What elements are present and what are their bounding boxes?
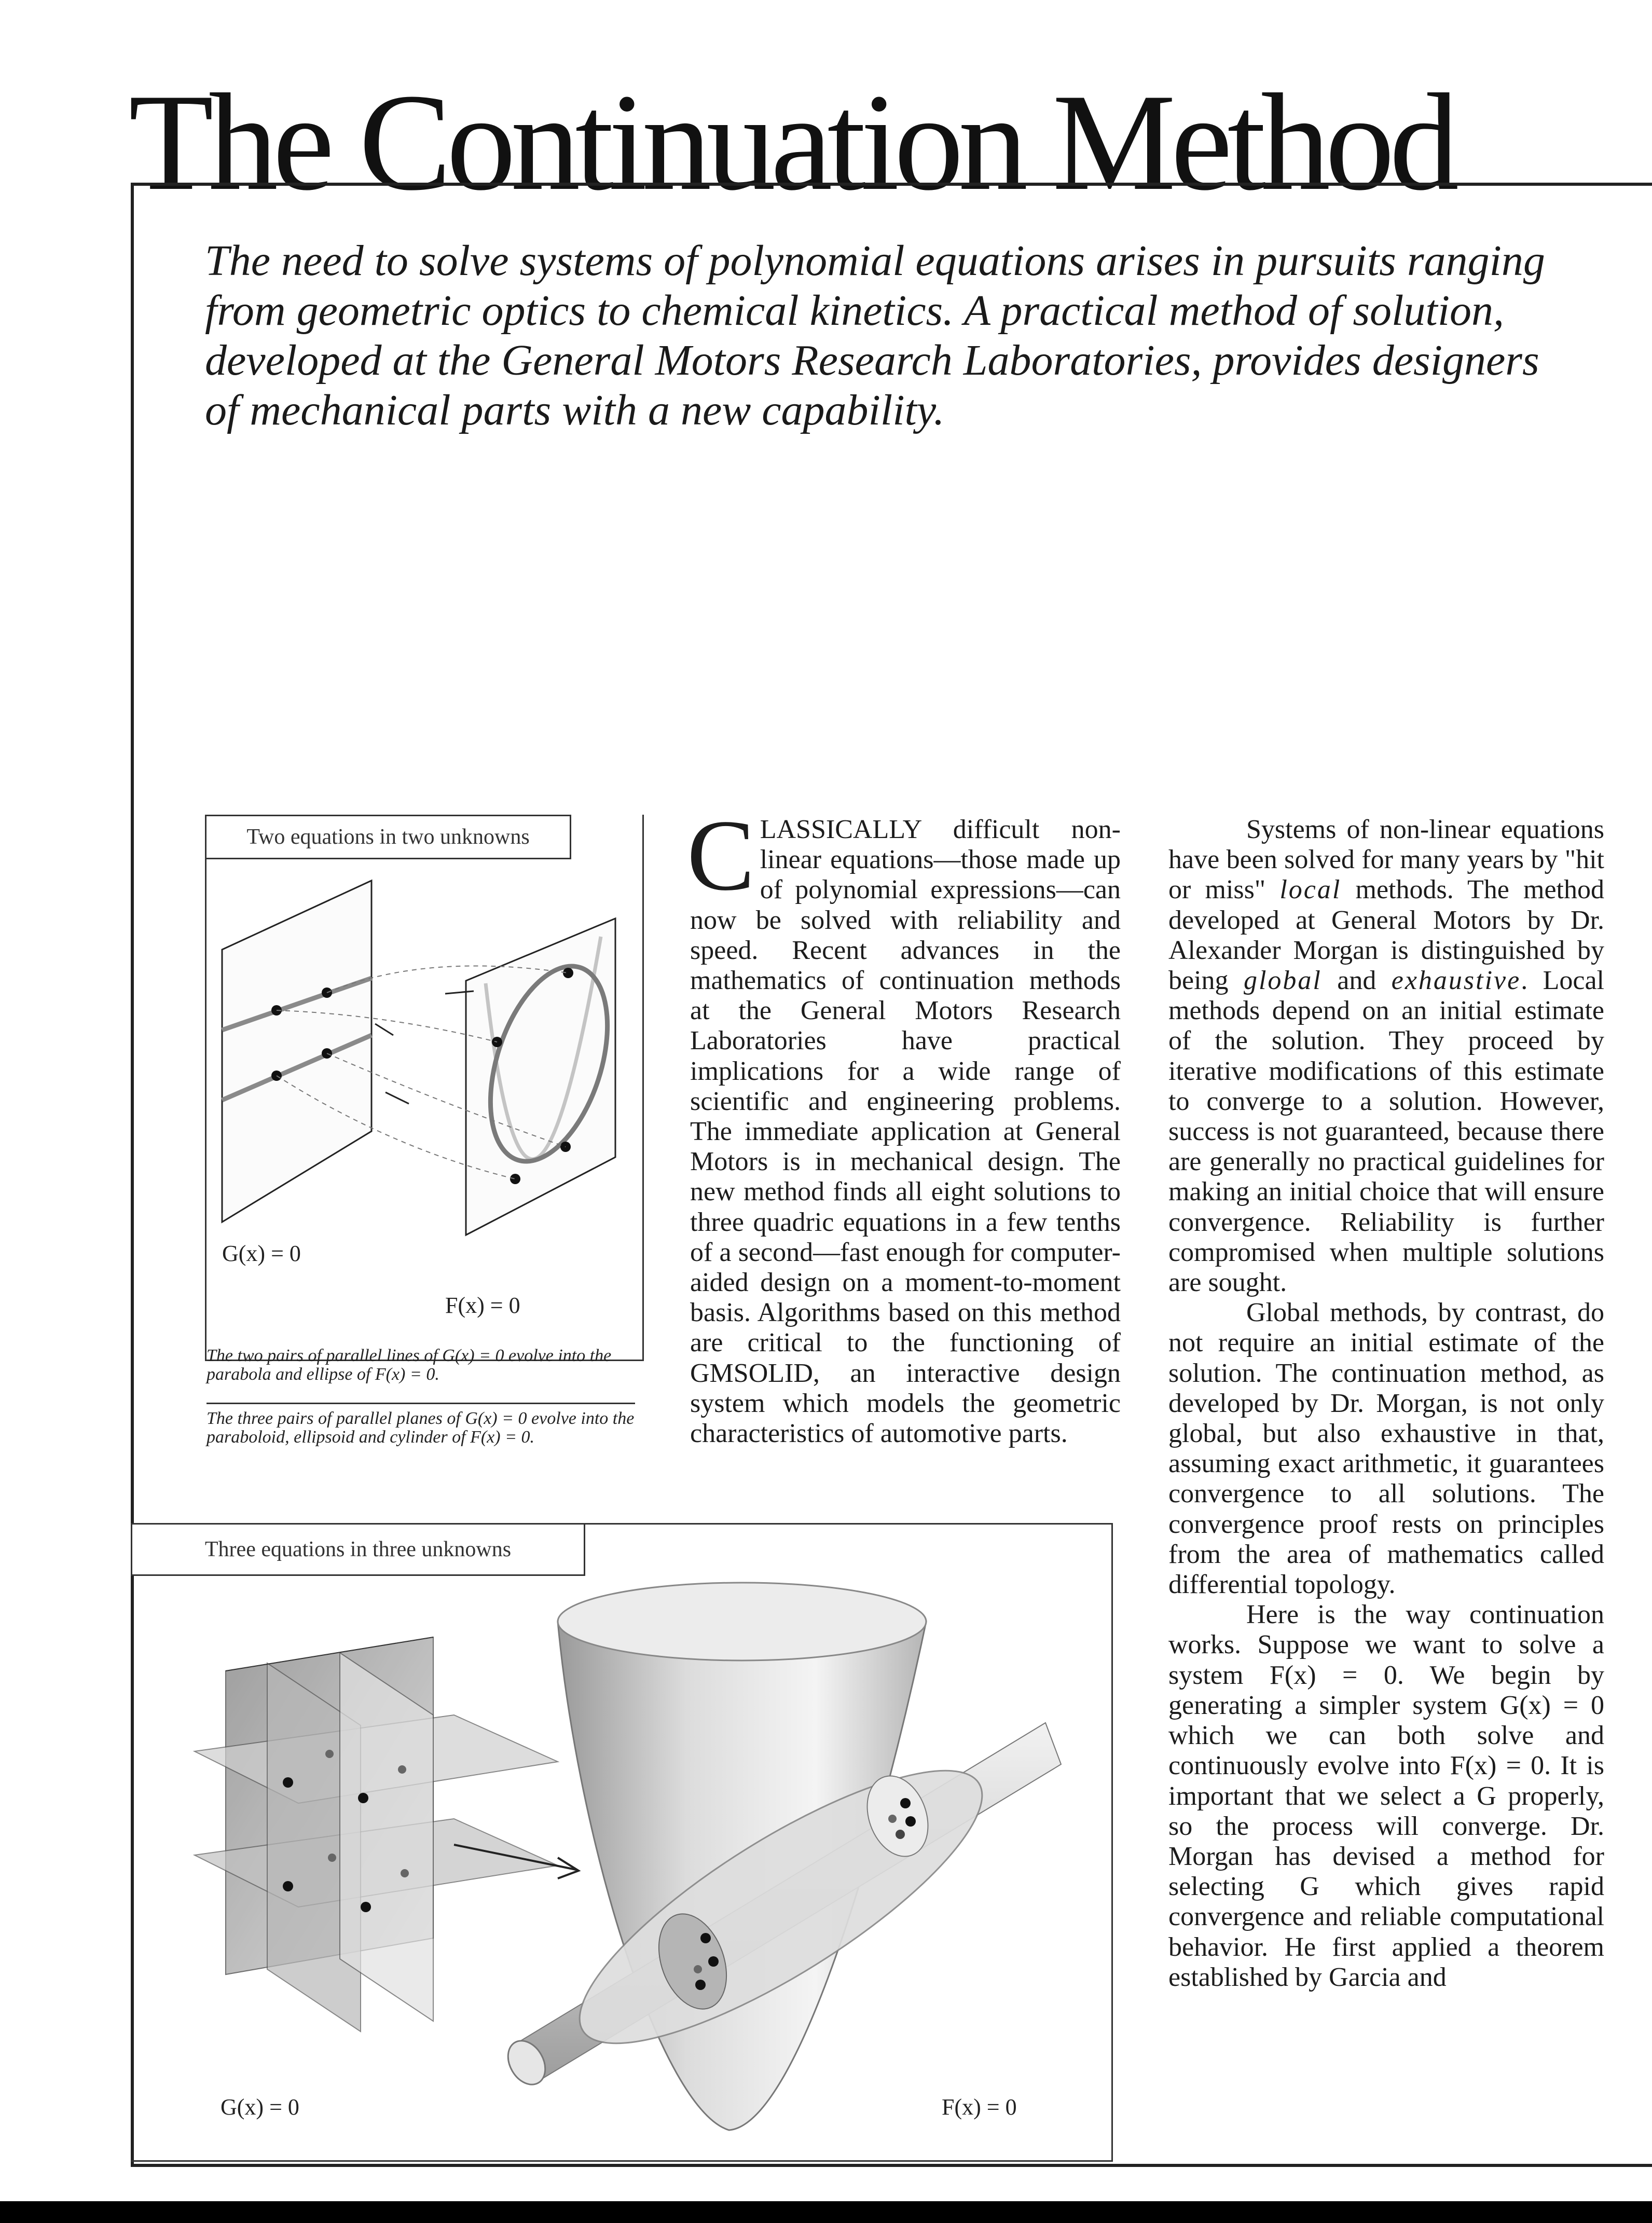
article-paragraph-4: Here is the way continuation works. Suppose we want to solve a system F(x) = 0. We begin by generating a simpler system G(x) = 0 which we can both solve and continuously evolve into F(x) = 0. It is important that we select a G properly, so the process will converge. Dr. Morgan has devised a method for selecting G which gives rapid convergence and reliable computational behavior. He first applied a theorem established by Garcia and <box>1168 1600 1604 1992</box>
figure-3d-g-label: G(x) = 0 <box>221 2094 299 2120</box>
figure-3d-illustration <box>132 1575 1110 2157</box>
g-point <box>328 1854 336 1862</box>
g-planes-grid <box>195 1637 558 2032</box>
bottom-bar <box>0 2201 1652 2223</box>
g-point <box>283 1881 293 1891</box>
figure-2d-label: Two equations in two unknowns <box>205 815 571 859</box>
f-plane <box>466 918 615 1235</box>
g-point <box>283 1777 293 1788</box>
g-point <box>361 1902 371 1912</box>
lead-in: LASSICALLY <box>760 815 921 844</box>
figure-3d-f-label: F(x) = 0 <box>942 2094 1017 2120</box>
g-point <box>358 1793 368 1803</box>
subtitle: The need to solve systems of polynomial equations arises in pursuits ranging from geometric optics to chemical kinetics. A practical method of solution, developed at the General Motors Research Laboratories, provides designers of mechanical parts with a new capability. <box>205 237 1545 434</box>
figure-2d-illustration <box>206 859 640 1326</box>
figure-3d-label: Three equations in three unknowns <box>131 1523 585 1576</box>
f-point <box>905 1816 916 1827</box>
article-column-right <box>1168 815 1604 1993</box>
f-point <box>900 1798 911 1808</box>
f-point <box>888 1815 897 1823</box>
f-point <box>896 1830 905 1839</box>
page-title: The Continuation Method <box>129 65 1454 219</box>
article-paragraph-1: CLASSICALLY difficult non-linear equations—those made up of polynomial expressions—can now be solved with reliability and speed. Recent advances in the mathematics of continuation methods at the General Motors Research Laboratories have practical implications for a wide range of scientific and engineering problems. The immediate application at General Motors is in mechanical design. The new method finds all eight solutions to three quadric equations in a few tenths of a second—fast enough for computer-aided design on a moment-to-moment basis. Algorithms based on this method are critical to the functioning of GMSOLID, an interactive design system which models the geometric characteristics of automotive parts. <box>687 799 1121 1449</box>
gmsolid-term: GMSOLID <box>690 1358 813 1388</box>
dropcap: C <box>687 799 755 912</box>
f-point <box>708 1956 719 1967</box>
article-paragraph-2: Systems of non-linear equations have been solved for many years by "hit or miss" local methods. The method developed at General Motors by Dr. Alexander Morgan is distinguished by being global and exhaustive. Local methods depend on an initial estimate of the solution. They proceed by iterative modifications of this estimate to converge to a solution. However, success is not guaranteed, because there are generally no practical guidelines for making an initial choice that will ensure convergence. Reliability is further compromised when multiple solutions are sought. <box>1168 815 1604 1298</box>
article-paragraph-3: Global methods, by contrast, do not require an initial estimate of the solution. The continuation method, as developed by Dr. Morgan, is not only global, but also exhaustive in that, assuming exact arithmetic, it guarantees convergence to all solutions. The convergence proof rests on principles from the area of mathematics called differential topology. <box>1168 1298 1604 1600</box>
g-point <box>398 1765 406 1774</box>
caption-divider <box>206 1403 635 1404</box>
g-plane <box>222 881 371 1222</box>
figure-2d-f-label: F(x) = 0 <box>445 1293 520 1318</box>
f-point <box>694 1965 702 1973</box>
f-point <box>695 1980 706 1990</box>
figure-2d-caption: The two pairs of parallel lines of G(x) = 0 evolve into the parabola and ellipse of F(x) = 0. <box>206 1346 612 1384</box>
figure-2d-g-label: G(x) = 0 <box>222 1241 301 1266</box>
article-column-middle <box>687 799 1121 1449</box>
g-point <box>325 1750 334 1758</box>
f-point <box>510 1174 520 1184</box>
f-point <box>700 1933 711 1943</box>
figure-3d-caption: The three pairs of parallel planes of G(x) = 0 evolve into the paraboloid, ellipsoid and cylinder of F(x) = 0. <box>206 1409 635 1447</box>
g-point <box>401 1869 409 1877</box>
